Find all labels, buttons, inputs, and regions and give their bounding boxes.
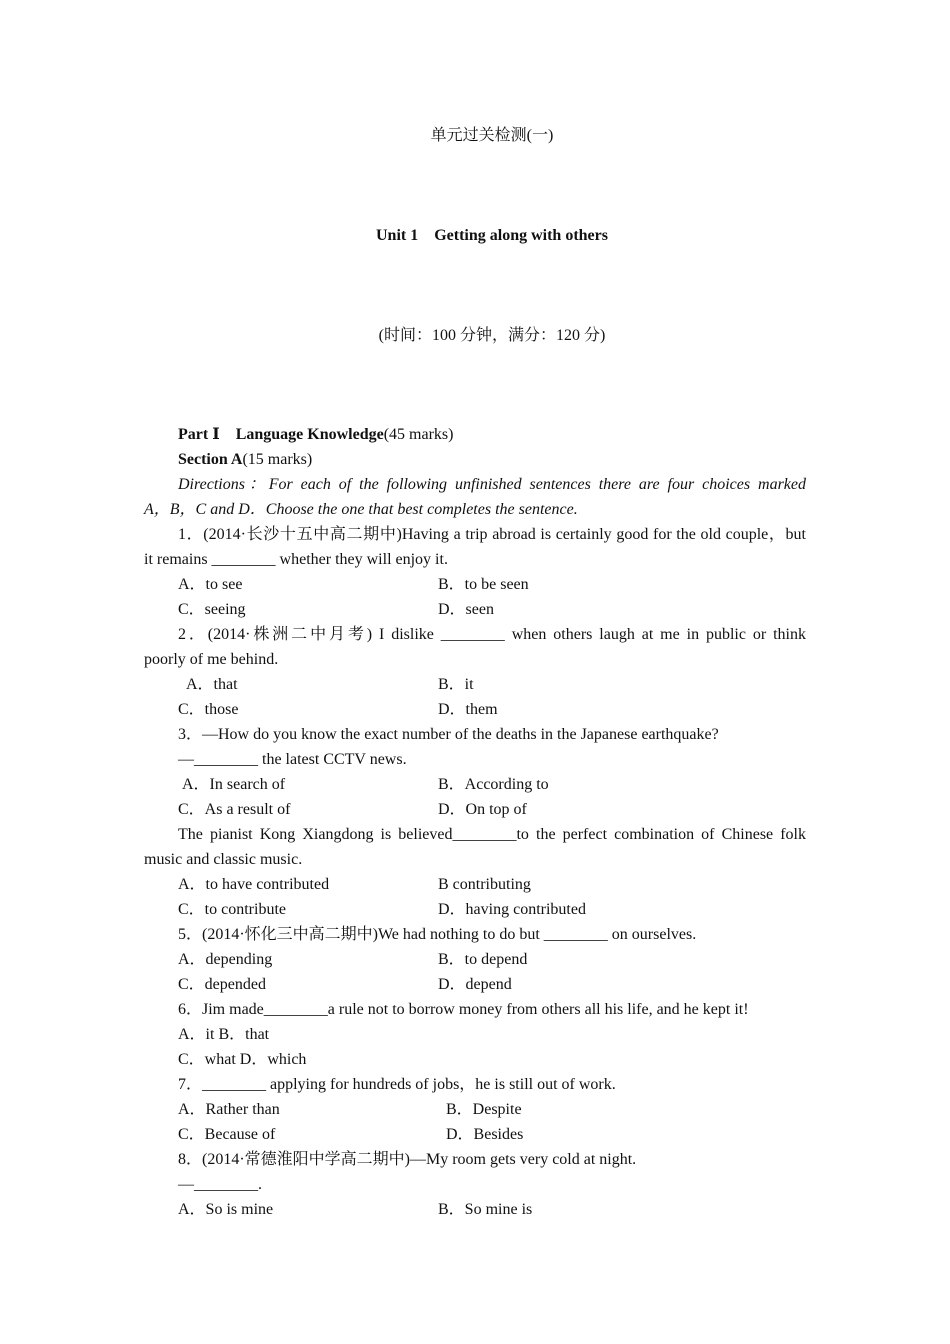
question-4-option-a: A．to have contributed xyxy=(178,876,330,893)
question-5-option-a: A．depending xyxy=(178,951,273,968)
question-7-stem: 7．________ applying for hundreds of jobs，he is still out of work. xyxy=(178,1076,616,1093)
question-4-option-c: C．to contribute xyxy=(178,901,286,918)
question-1-stem: 1．(2014·长沙十五中高二期中)Having a trip abroad is certainly good for the old couple，but xyxy=(178,526,806,543)
question-3-stem-cont: —________ the latest CCTV news. xyxy=(178,751,407,768)
question-4-option-d: D．having contributed xyxy=(438,901,586,918)
question-3-stem: 3．—How do you know the exact number of the deaths in the Japanese earthquake? xyxy=(178,726,719,743)
directions-line-1: Directions：For each of the following unfinished sentences there are four choices marked xyxy=(178,476,806,493)
question-4-option-b: B contributing xyxy=(438,876,531,893)
question-1-stem-cont: it remains ________ whether they will enjoy it. xyxy=(144,551,448,568)
question-8-stem-cont: —________. xyxy=(178,1176,262,1193)
unit-title: Unit 1 Getting along with others xyxy=(375,227,608,244)
question-7-option-b: B．Despite xyxy=(446,1101,522,1118)
question-4-stem: The pianist Kong Xiangdong is believed________to the perfect combination of Chinese folk xyxy=(178,826,806,843)
directions-line-2: A，B，C and D．Choose the one that best completes the sentence. xyxy=(144,501,578,518)
question-8-stem: 8．(2014·常德淮阳中学高二期中)—My room gets very cold at night. xyxy=(178,1151,637,1168)
section-label: Section A xyxy=(178,451,243,468)
question-2-stem: 2．(2014·株洲二中月考) I dislike ________ when others laugh at me in public or think xyxy=(178,626,806,643)
question-5-option-c: C．depended xyxy=(178,976,266,993)
question-4-stem-cont: music and classic music. xyxy=(144,851,303,868)
question-1-option-b: B．to be seen xyxy=(438,576,529,593)
question-3-option-b: B．According to xyxy=(438,776,549,793)
question-6-options-ab: A．it B．that xyxy=(178,1026,270,1043)
question-7-option-c: C．Because of xyxy=(178,1126,276,1143)
question-2-option-a: A．that xyxy=(186,676,238,693)
question-8-option-a: A．So is mine xyxy=(178,1201,274,1218)
question-7-option-d: D．Besides xyxy=(446,1126,524,1143)
question-2-stem-cont: poorly of me behind. xyxy=(144,651,279,668)
question-6-options-cd: C．what D．which xyxy=(178,1051,307,1068)
section-marks: (15 marks) xyxy=(242,451,313,468)
document-title: 单元过关检测(一) xyxy=(430,127,554,144)
question-5-option-b: B．to depend xyxy=(438,951,528,968)
time-info: (时间：100 分钟，满分：120 分) xyxy=(378,327,606,344)
question-7-option-a: A．Rather than xyxy=(178,1101,280,1118)
question-1-option-d: D．seen xyxy=(438,601,494,618)
question-5-option-d: D．depend xyxy=(438,976,512,993)
question-5-stem: 5．(2014·怀化三中高二期中)We had nothing to do but ________ on ourselves. xyxy=(178,926,697,943)
question-2-option-b: B．it xyxy=(438,676,474,693)
question-3-option-c: C．As a result of xyxy=(178,801,291,818)
section-heading xyxy=(178,450,312,470)
question-8-option-b: B．So mine is xyxy=(438,1201,533,1218)
part-label: Part Ⅰ Language Knowledge xyxy=(178,426,384,443)
part-marks: (45 marks) xyxy=(383,426,454,443)
question-3-option-d: D．On top of xyxy=(438,801,527,818)
question-1-option-c: C．seeing xyxy=(178,601,246,618)
question-1-option-a: A．to see xyxy=(178,576,243,593)
question-6-stem: 6．Jim made________a rule not to borrow money from others all his life, and he kept it! xyxy=(178,1001,749,1018)
part-heading xyxy=(178,425,453,445)
question-2-option-d: D．them xyxy=(438,701,498,718)
question-3-option-a: A．In search of xyxy=(182,776,286,793)
question-2-option-c: C．those xyxy=(178,701,239,718)
